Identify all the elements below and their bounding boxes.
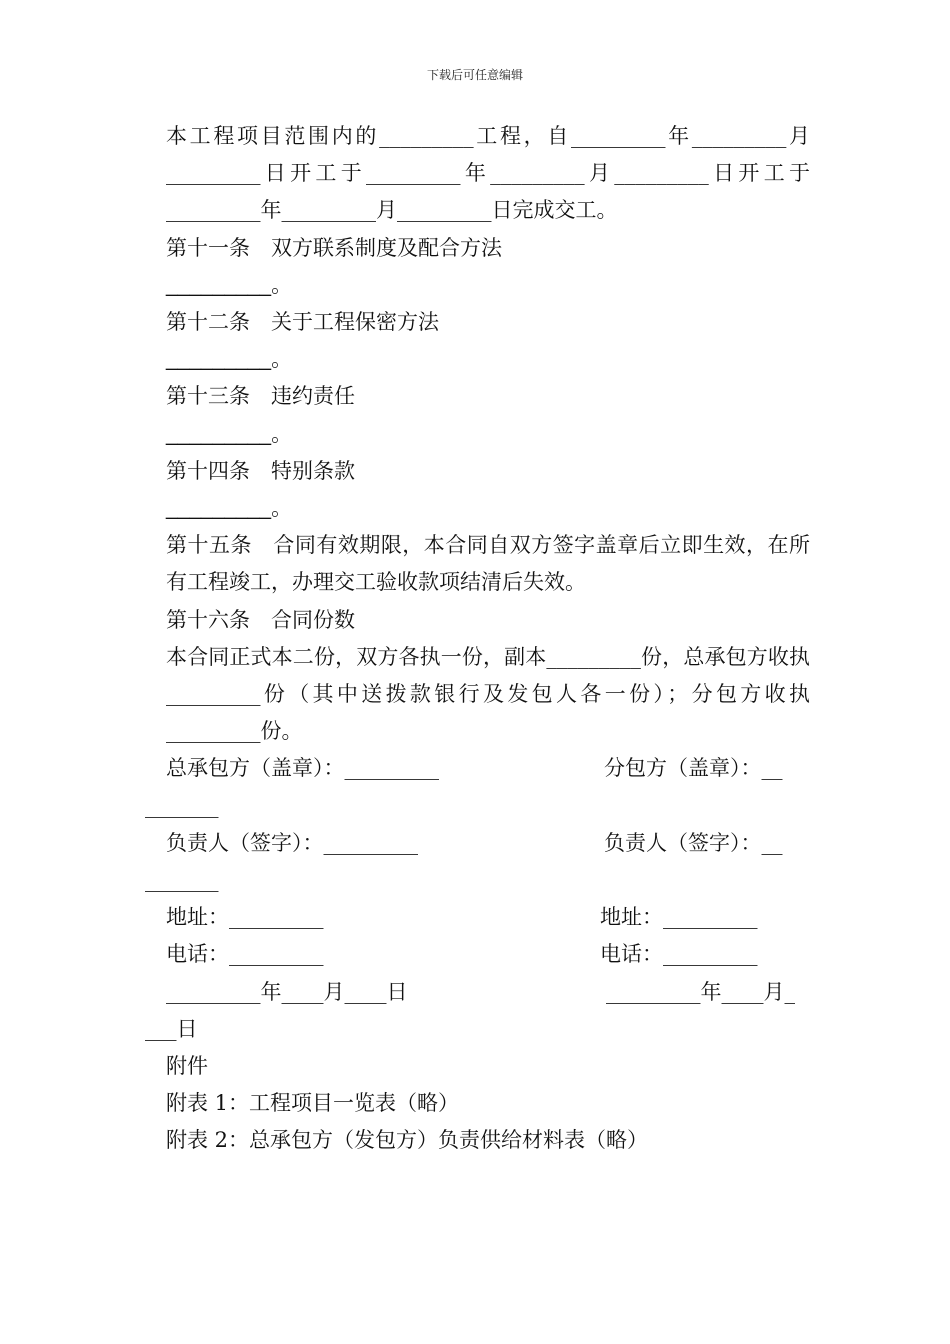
phone-row <box>145 936 810 973</box>
article-14-heading: 第十四条 特别条款 <box>166 458 355 483</box>
article-11-blank: _________。 <box>166 272 293 297</box>
attachment-item-2: 附表 2：总承包方（发包方）负责供给材料表（略） <box>166 1128 649 1153</box>
date-row-continued <box>145 1011 810 1048</box>
schedule-paragraph: 本工程项目范围内的_________工程，自_________年_________月_________日开工于_________年_________月_________日开工于_________年_________月_________日完成交工。 <box>166 124 810 223</box>
subcontractor-representative: 负责人（签字）：__ <box>604 830 783 855</box>
subcontractor-date: _________年____月_ <box>606 979 795 1004</box>
article-13-blank: _________。 <box>166 421 293 446</box>
subcontractor-seal-blank: _______ <box>145 793 219 818</box>
article-12-heading: 第十二条 关于工程保密方法 <box>166 310 439 335</box>
article-16-heading: 第十六条 合同份数 <box>166 607 355 632</box>
contractor-date: _________年____月____日 <box>166 979 408 1004</box>
article-12-blank: _________。 <box>166 347 293 372</box>
contractor-seal: 总承包方（盖章）：_________ <box>166 756 439 781</box>
page-header: 下载后可任意编辑 <box>426 68 523 82</box>
article-11-heading: 第十一条 双方联系制度及配合方法 <box>166 235 502 260</box>
article-15-paragraph: 第十五条 合同有效期限，本合同自双方签字盖章后立即生效，在所有工程竣工，办理交工验收款项结清后失效。 <box>166 533 810 595</box>
subcontractor-address: 地址：_________ <box>600 905 758 930</box>
contractor-address: 地址：_________ <box>166 905 324 930</box>
attachment-item-1: 附表 1：工程项目一览表（略） <box>166 1091 460 1116</box>
seal-row-continued <box>145 788 810 825</box>
attachments-title: 附件 <box>166 1053 208 1078</box>
document-body <box>145 118 810 1160</box>
seal-row <box>145 750 810 787</box>
copies-paragraph: 本合同正式本二份，双方各执一份，副本_________份，总承包方收执_________份（其中送拨款银行及发包人各一份）；分包方收执_________份。 <box>166 644 810 744</box>
subcontractor-representative-blank: _______ <box>145 868 219 893</box>
contractor-representative: 负责人（签字）：_________ <box>166 830 418 855</box>
subcontractor-seal: 分包方（盖章）：__ <box>604 756 783 781</box>
subcontractor-phone: 电话：_________ <box>600 942 758 967</box>
representative-row-continued <box>145 862 810 899</box>
article-14-blank: _________。 <box>166 496 293 521</box>
date-row <box>145 974 810 1011</box>
article-13-heading: 第十三条 违约责任 <box>166 384 355 409</box>
address-row <box>145 899 810 936</box>
subcontractor-date-day: ___日 <box>145 1016 198 1041</box>
contractor-phone: 电话：_________ <box>166 942 324 967</box>
representative-row <box>145 825 810 862</box>
